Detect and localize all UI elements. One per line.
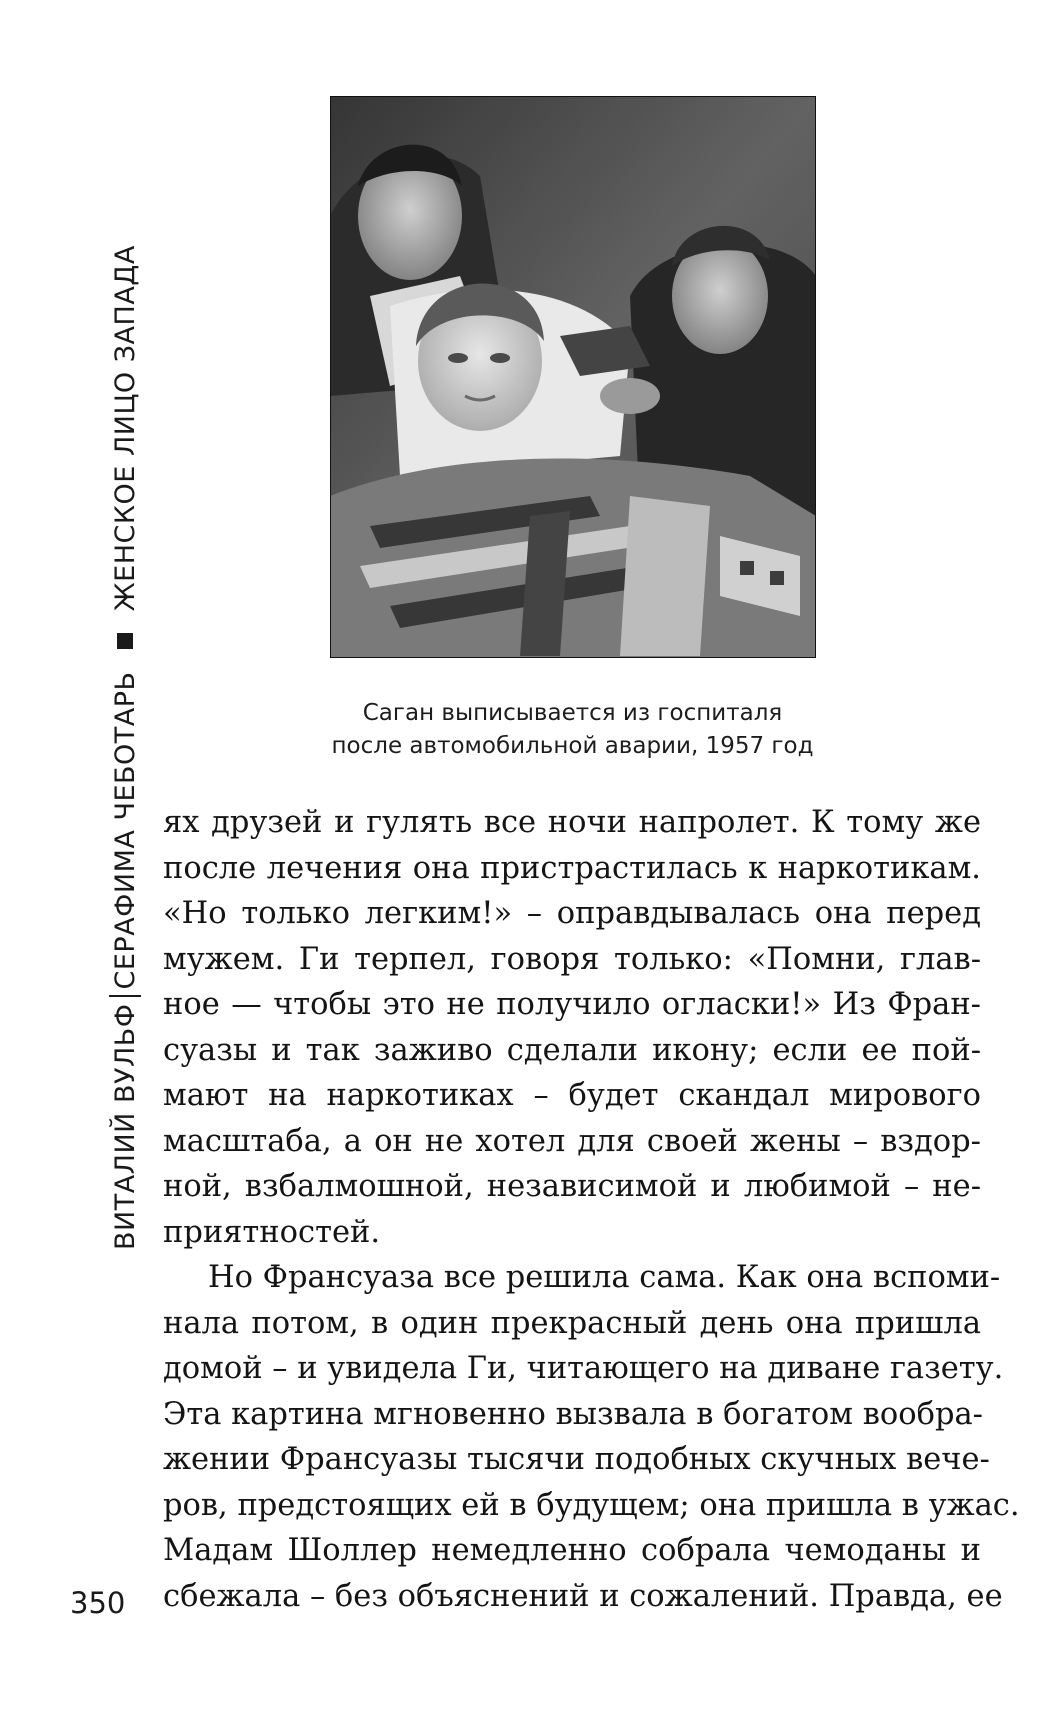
running-head-authors: ВИТАЛИЙ ВУЛЬФ [109,1003,141,1250]
page-number: 350 [70,1586,126,1620]
text-line: ной, взбалмошной, независимой и любимой – не- [163,1169,981,1204]
text-line: после лечения она пристрастилась к наркотикам. [163,850,981,886]
figure-photo [330,96,816,658]
text-line: суазы и так заживо сделали икону; если ее пой- [163,1032,981,1068]
body-text [163,800,1020,1619]
text-line: мужем. Ги терпел, говоря только: «Помни, глав- [163,941,981,977]
caption-line: после автомобильной аварии, 1957 год [331,733,814,759]
text-line: ное — чтобы это не получило огласки!» Из Фран- [163,987,981,1022]
text-line: ях друзей и гулять все ночи напролет. К тому же [163,805,981,840]
text-line: масштаба, а он не хотел для своей жены – вздор- [163,1123,981,1159]
text-line: сбежала – без объяснений и сожалений. Правда, ее [163,1578,1003,1614]
caption-line: Саган выписывается из госпиталя [362,700,783,726]
text-line: Эта картина мгновенно вызвала в богатом вообра- [163,1396,983,1432]
text-line: Но Франсуаза все решила сама. Как она вспоми- [208,1260,1001,1295]
text-line: жении Франсуазы тысячи подобных скучных вече- [163,1442,990,1477]
running-head-separator [109,995,141,997]
photo-image [330,96,816,658]
text-line: нала потом, в один прекрасный день она пришла [163,1305,981,1341]
paragraph [163,1255,1020,1619]
text-line: мают на наркотиках – будет скандал мирового [163,1078,981,1113]
text-line: домой – и увидела Ги, читающего на диване газету. [163,1351,1004,1386]
running-head-square-bullet [117,633,133,649]
figure-caption [260,697,885,763]
text-line: «Но только легким!» – оправдывалась она перед [163,896,981,931]
paragraph [163,800,981,1255]
running-head [107,170,143,1250]
text-line: приятностей. [163,1214,381,1250]
text-line: Мадам Шоллер немедленно собрала чемоданы и [163,1533,981,1568]
running-head-coauthor: СЕРАФИМА ЧЕБОТАРЬ [109,671,141,990]
running-head-book-title: ЖЕНСКОЕ ЛИЦО ЗАПАДА [109,245,141,612]
text-line: ров, предстоящих ей в будущем; она пришла в ужас. [163,1487,1020,1523]
